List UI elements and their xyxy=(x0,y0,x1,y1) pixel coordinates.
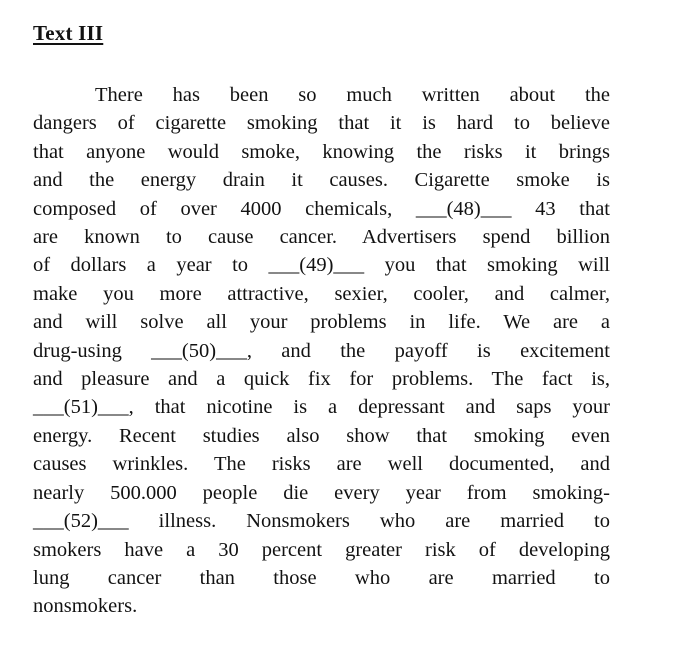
passage-line-7-gap-49: of dollars a year to ___(49)___ you that smoking will xyxy=(33,254,610,277)
passage-line-5-gap-48: composed of over 4000 chemicals, ___(48)___ 43 that xyxy=(33,197,610,220)
passage-paragraph xyxy=(33,81,610,621)
passage-line-2: dangers of cigarette smoking that it is hard to believe xyxy=(33,112,610,135)
passage-line-3: that anyone would smoke, knowing the risks it brings xyxy=(33,140,610,163)
passage-line-10-gap-50: drug-using ___(50)___, and the payoff is excitement xyxy=(33,339,610,362)
passage-line-15: nearly 500.000 people die every year from smoking- xyxy=(33,481,610,504)
passage-line-14: causes wrinkles. The risks are well documented, and xyxy=(33,453,610,476)
passage-line-4: and the energy drain it causes. Cigarette smoke is xyxy=(33,169,610,192)
page-title: Text III xyxy=(33,21,104,45)
passage-line-11: and pleasure and a quick fix for problems. The fact is, xyxy=(33,368,610,391)
passage-line-6: are known to cause cancer. Advertisers spend billion xyxy=(33,226,610,249)
passage-line-8: make you more attractive, sexier, cooler, and calmer, xyxy=(33,282,610,305)
passage-line-19: nonsmokers. xyxy=(33,595,138,618)
passage-line-12-gap-51: ___(51)___, that nicotine is a depressant and saps your xyxy=(33,396,610,419)
passage-line-17: smokers have a 30 percent greater risk of developing xyxy=(33,538,610,561)
passage-line-1: There has been so much written about the xyxy=(95,84,610,106)
passage-line-18: lung cancer than those who are married to xyxy=(33,566,610,589)
passage-line-16-gap-52: ___(52)___ illness. Nonsmokers who are married to xyxy=(33,510,610,533)
passage-line-9: and will solve all your problems in life. We are a xyxy=(33,311,610,334)
passage-line-13: energy. Recent studies also show that smoking even xyxy=(33,424,610,447)
